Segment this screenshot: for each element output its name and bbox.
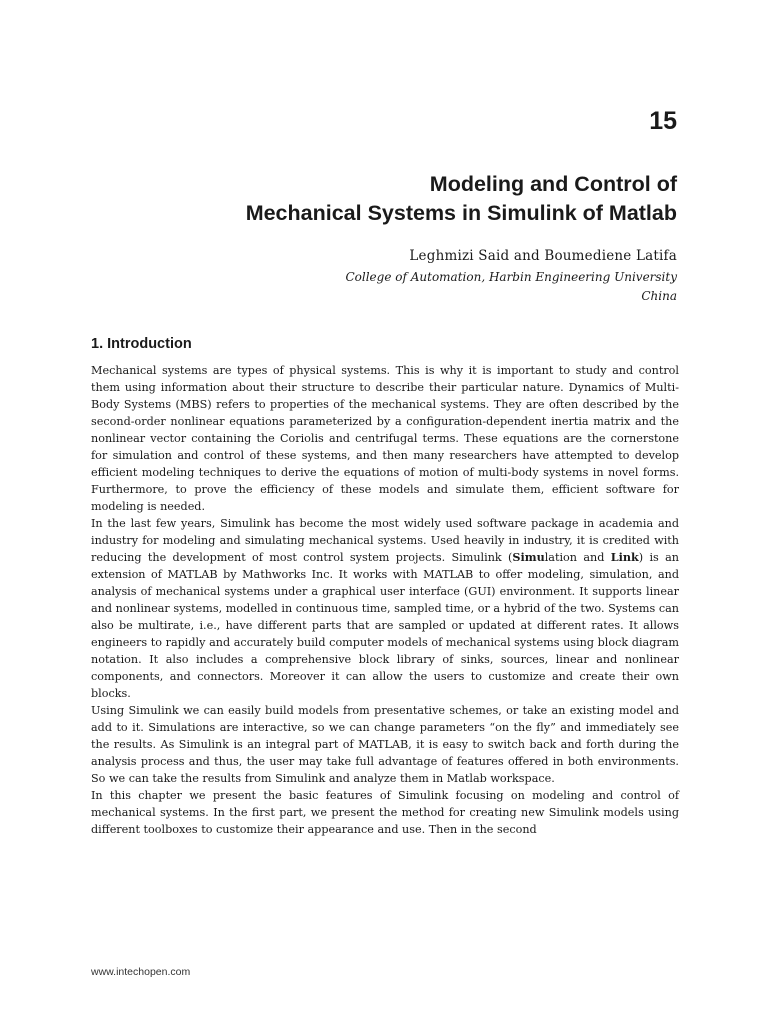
chapter-title	[77, 170, 677, 228]
affiliation-institution: College of Automation, Harbin Engineering University	[345, 270, 677, 284]
section-body	[91, 362, 679, 838]
paragraph-2-bold-link: Link	[610, 550, 639, 564]
paragraph-4: In this chapter we present the basic features of Simulink focusing on modeling and control of mechanical systems. In the first part, we present the method for creating new Simulink models using different toolboxes to customize their appearance and use. Then in the second	[91, 789, 679, 836]
affiliation	[77, 268, 677, 306]
paragraph-2-bold-simu: Simu	[512, 550, 545, 564]
affiliation-country: China	[641, 289, 677, 303]
paragraph-2-end: ) is an extension of MATLAB by Mathworks Inc. It works with MATLAB to offer modeling, simulation, and analysis of mechanical systems under a graphical user interface (GUI) environment. It supports linear and nonlinear systems, modelled in continuous time, sampled time, or a hybrid of the two. Systems can also be multirate, i.e., have different parts that are sampled or updated at different rates. It allows engineers to rapidly and accurately build computer models of mechanical systems using block diagram notation. It also includes a comprehensive block library of sinks, sources, linear and nonlinear components, and connectors. Moreover it can allow the users to customize and create their own blocks.	[91, 551, 680, 700]
footer-url-link[interactable]: www.intechopen.com	[91, 966, 191, 978]
authors: Leghmizi Said and Boumediene Latifa	[409, 248, 677, 264]
paragraph-2-start: In the last few years, Simulink has become the most widely used software package in academia and industry for modeling and simulating mechanical systems. Used heavily in industry, it is credited with reducing the development of most control system projects. Simulink (	[91, 517, 679, 564]
chapter-title-line-1: Modeling and Control of	[429, 172, 677, 196]
paragraph-3: Using Simulink we can easily build models from presentative schemes, or take an existing model and add to it. Simulations are interactive, so we can change parameters “on the fly” and immediately see the results. As Simulink is an integral part of MATLAB, it is easy to switch back and forth during the analysis process and thus, the user may take full advantage of features offered in both environments. So we can take the results from Simulink and analyze them in Matlab workspace.	[91, 704, 679, 785]
section-heading: 1. Introduction	[91, 336, 192, 352]
chapter-title-line-2: Mechanical Systems in Simulink of Matlab	[245, 201, 677, 225]
paragraph-2-mid: lation and	[544, 551, 611, 564]
paragraph-1: Mechanical systems are types of physical systems. This is why it is important to study and control them using information about their structure to describe their particular nature. Dynamics of Multi-Body Systems (MBS) refers to properties of the mechanical systems. They are often described by the second-order nonlinear equations parameterized by a configuration-dependent inertia matrix and the nonlinear vector containing the Coriolis and centrifugal terms. These equations are the cornerstone for simulation and control of these systems, and then many researchers have attempted to develop efficient modeling techniques to derive the equations of motion of multi-body systems in novel forms. Furthermore, to prove the efficiency of these models and simulate them, efficient software for modeling is needed.	[91, 364, 679, 513]
chapter-number: 15	[649, 107, 677, 135]
paragraph-2	[91, 515, 679, 702]
